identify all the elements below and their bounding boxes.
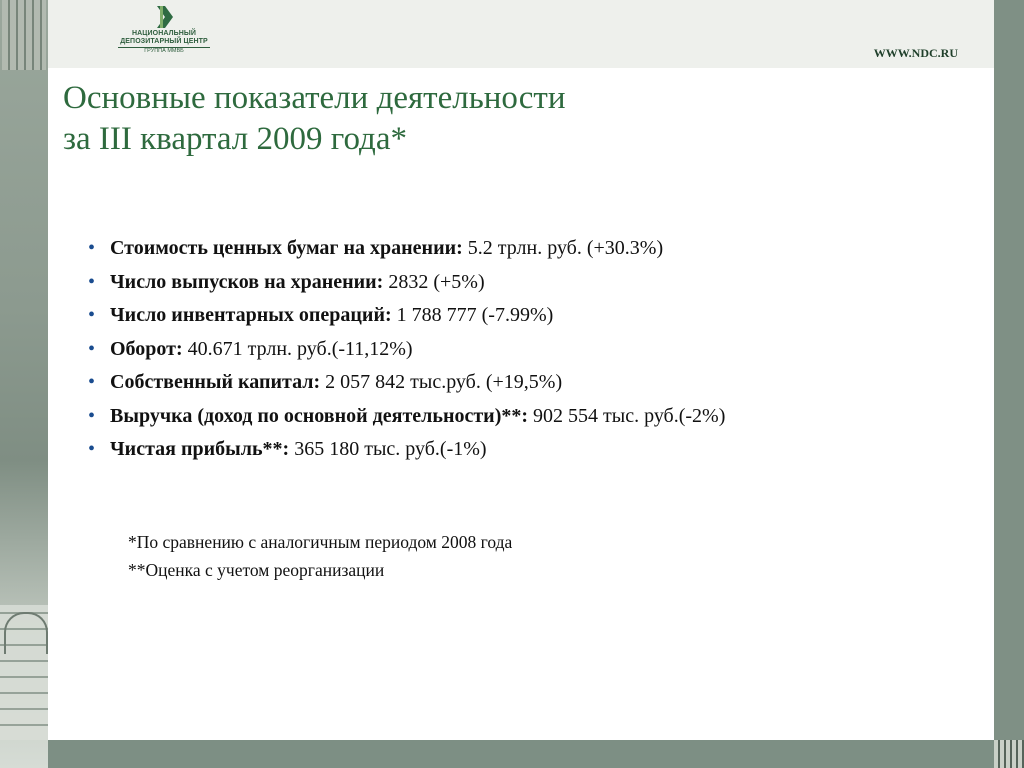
item-label: Оборот:: [110, 337, 183, 360]
left-decorative-strip: [0, 0, 48, 768]
list-item: [88, 232, 968, 266]
item-value: 2 057 842 тыс.руб. (+19,5%): [320, 371, 563, 393]
title-line-2: за III квартал 2009 года*: [63, 121, 407, 157]
slide-content: [48, 68, 994, 740]
list-item: [88, 266, 968, 300]
item-label: Выручка (доход по основной деятельности)**:: [110, 404, 529, 427]
indicators-list: [88, 232, 968, 467]
slide-footer: [48, 740, 994, 768]
list-item: [88, 299, 968, 333]
item-label: Чистая прибыль**:: [110, 438, 290, 460]
logo-line-2: ДЕПОЗИТАРНЫЙ ЦЕНТР: [120, 38, 208, 45]
logo-line-1: НАЦИОНАЛЬНЫЙ: [132, 30, 196, 37]
list-item: [88, 400, 968, 434]
footnote-2: **Оценка с учетом реорганизации: [128, 560, 385, 580]
bullet-icon: •: [88, 237, 96, 259]
item-label: Число выпусков на хранении:: [110, 270, 384, 293]
building-photo-corner: [994, 740, 1024, 768]
item-value: 365 180 тыс. руб.(-1%): [289, 438, 487, 460]
bullet-icon: •: [88, 304, 96, 326]
list-item: [88, 433, 968, 467]
slide-header: [48, 0, 994, 68]
item-value: 1 788 777 (-7.99%): [391, 304, 554, 326]
logo-mark-icon: [151, 4, 177, 30]
bullet-icon: •: [88, 270, 96, 293]
title-line-1: Основные показатели деятельности: [63, 80, 566, 116]
logo-subtitle: ГРУППА ММВБ: [118, 47, 210, 55]
building-arch: [4, 612, 48, 654]
item-label: Стоимость ценных бумаг на хранении:: [110, 237, 463, 259]
bullet-icon: •: [88, 438, 96, 460]
item-value: 40.671 трлн. руб.(-11,12%): [182, 337, 413, 360]
building-photo-top: [2, 0, 46, 70]
bullet-icon: •: [88, 371, 96, 393]
footnotes: [128, 528, 828, 584]
company-logo: [114, 4, 214, 64]
website-url: WWW.NDC.RU: [873, 46, 958, 60]
item-value: 5.2 трлн. руб. (+30.3%): [462, 237, 664, 259]
item-label: Число инвентарных операций:: [110, 304, 392, 326]
list-item: [88, 333, 968, 367]
item-value: 902 554 тыс. руб.(-2%): [528, 404, 726, 427]
bullet-icon: •: [88, 404, 96, 427]
slide-title: [63, 78, 963, 160]
item-value: 2832 (+5%): [383, 270, 485, 293]
item-label: Собственный капитал:: [110, 371, 321, 393]
footnote-1: *По сравнению с аналогичным периодом 2008 года: [128, 532, 513, 552]
bullet-icon: •: [88, 337, 96, 360]
right-decorative-strip: [994, 0, 1024, 768]
list-item: [88, 366, 968, 400]
